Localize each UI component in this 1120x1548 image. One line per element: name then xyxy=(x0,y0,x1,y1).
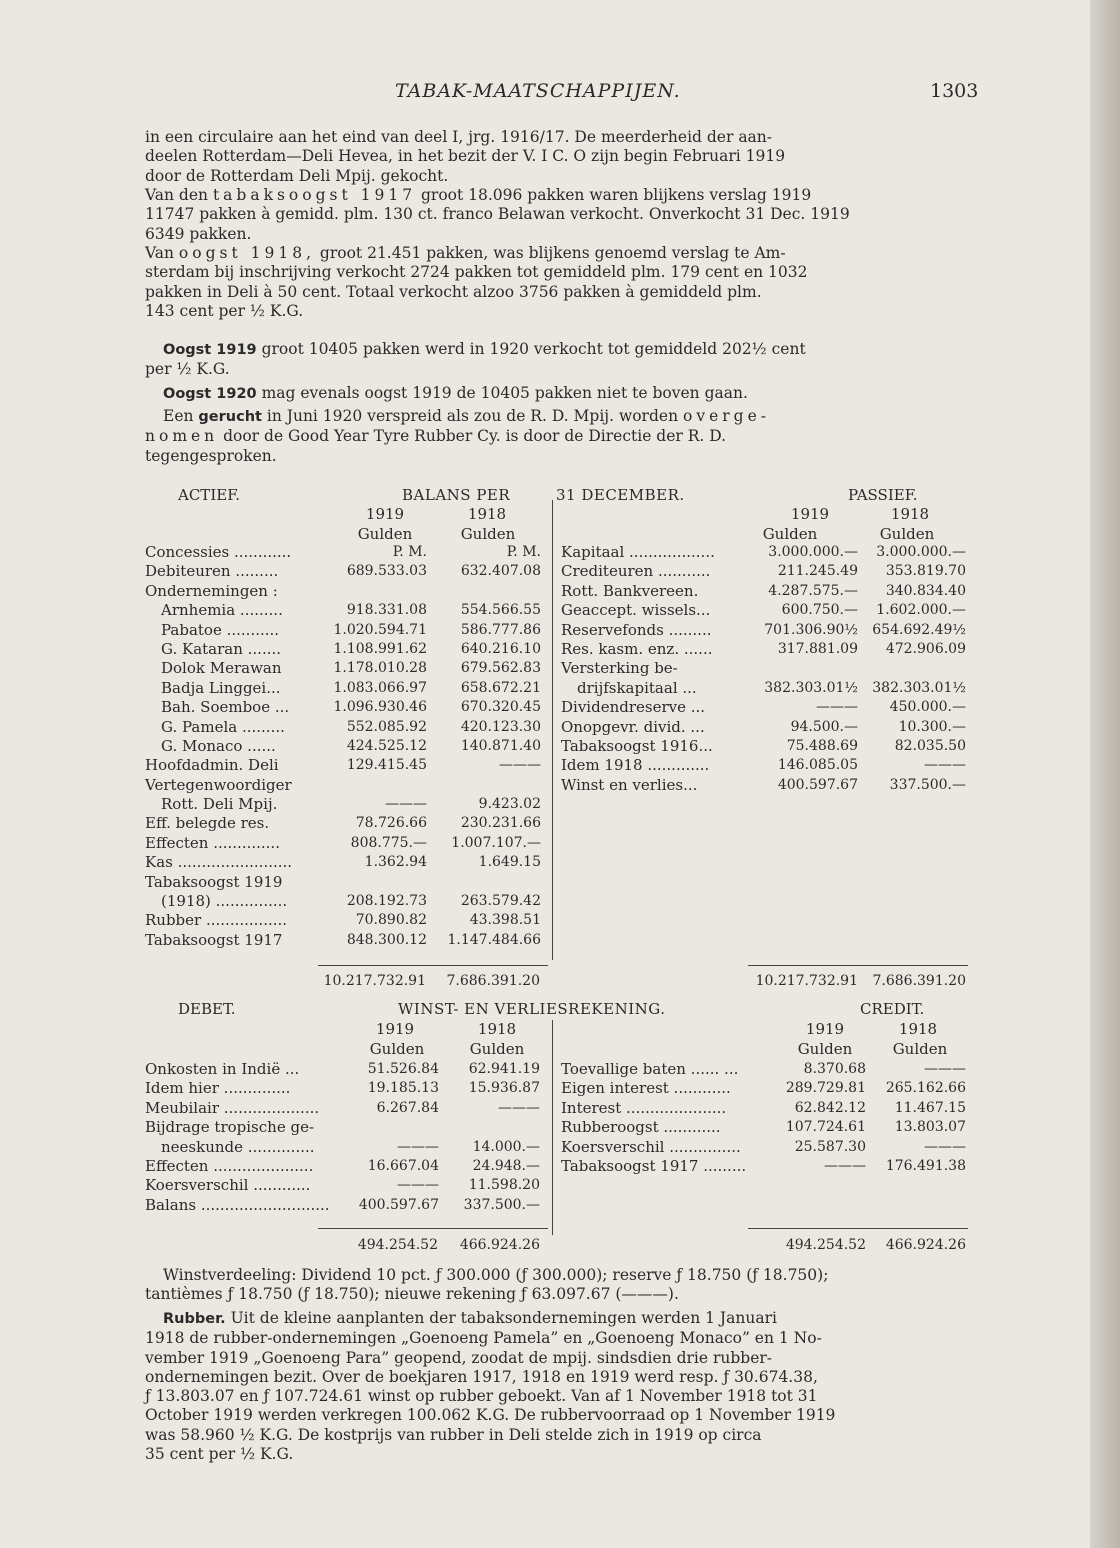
table-cell: 6.267.84 xyxy=(376,1099,439,1116)
table-row-label: Dolok Merawan xyxy=(161,659,282,678)
balance-total-1919: 10.217.732.91 xyxy=(323,973,426,989)
table-cell: 1.020.594.71 xyxy=(333,621,427,638)
table-cell: ——— xyxy=(397,1138,439,1155)
pl-total-1918: 466.924.26 xyxy=(459,1237,540,1253)
table-cell: 11.467.15 xyxy=(894,1099,966,1116)
running-title: TABAK-MAATSCHAPPIJEN. xyxy=(395,80,681,102)
table-cell: 701.306.90½ xyxy=(764,621,858,638)
table-row-label: Idem 1918 ............. xyxy=(561,756,710,775)
spaced-text: nomen xyxy=(145,427,219,446)
table-cell: 400.597.67 xyxy=(358,1196,439,1213)
col-unit: Gulden xyxy=(762,525,818,543)
table-row-label: Vertegenwoordiger xyxy=(145,775,292,794)
col-year: 1919 xyxy=(375,1020,415,1038)
paragraph-gerucht xyxy=(145,407,977,466)
text-line: 11747 pakken à gemidd. plm. 130 ct. franco Belawan verkocht. Onverkocht 31 Dec. 1919 xyxy=(145,205,850,224)
debet-heading: DEBET. xyxy=(178,1000,236,1018)
table-cell: 808.775.— xyxy=(350,834,427,851)
table-cell: 1.007.107.— xyxy=(451,834,541,851)
pl-right-labels xyxy=(561,1060,791,1176)
text-line: 6349 pakken. xyxy=(145,224,252,243)
spaced-text: overge- xyxy=(682,407,770,425)
table-cell: 25.587.30 xyxy=(794,1138,866,1155)
table-cell: 140.871.40 xyxy=(460,737,541,754)
table-row-label: Tabaksoogst 1919 xyxy=(145,872,283,891)
table-row-label: Pabatoe ........... xyxy=(161,620,280,639)
text-line: ondernemingen bezit. Over de boekjaren 1917, 1918 en 1919 werd resp. ƒ 30.674.38, xyxy=(145,1367,818,1386)
table-cell: 424.525.12 xyxy=(346,737,427,754)
text-line: door de Rotterdam Deli Mpij. gekocht. xyxy=(145,166,449,185)
pl-right-1919 xyxy=(766,1060,866,1176)
balance-total-1918-right: 7.686.391.20 xyxy=(872,973,966,989)
table-cell: 3.000.000.— xyxy=(876,544,966,560)
table-cell: 15.936.87 xyxy=(468,1080,540,1097)
passief-heading: PASSIEF. xyxy=(848,486,918,504)
balance-right-1918 xyxy=(862,543,966,795)
table-row-label: Geaccept. wissels... xyxy=(561,601,711,620)
text-line: in een circulaire aan het eind van deel I, jrg. 1916/17. De meerderheid der aan- xyxy=(145,128,773,146)
table-cell: 1.602.000.— xyxy=(876,602,966,619)
table-cell: 382.303.01½ xyxy=(872,679,966,696)
text-line: per ½ K.G. xyxy=(145,360,230,379)
table-row-label: Kas ........................ xyxy=(145,853,293,872)
col-year: 1919 xyxy=(790,505,830,523)
table-cell: 554.566.55 xyxy=(460,602,541,619)
text-line: Winstverdeeling: Dividend 10 pct. ƒ 300.000 (ƒ 300.000); reserve ƒ 18.750 (ƒ 18.750); xyxy=(163,1266,829,1284)
text-run: groot 10405 pakken werd in 1920 verkocht tot gemiddeld 202½ cent xyxy=(256,340,806,358)
table-row-label: Versterking be- xyxy=(561,659,678,678)
bold-heading: Oogst 1920 xyxy=(163,386,257,402)
credit-heading: CREDIT. xyxy=(860,1000,925,1018)
table-cell: 1.083.066.97 xyxy=(333,679,427,696)
table-row-label: Effecten .............. xyxy=(145,833,280,852)
total-rule xyxy=(318,1228,548,1229)
table-cell: 265.162.66 xyxy=(885,1080,966,1097)
table-cell xyxy=(325,582,427,601)
table-cell: 14.000.— xyxy=(472,1138,540,1155)
table-cell: 340.834.40 xyxy=(885,582,966,599)
text-line: October 1919 werden verkregen 100.062 K.G. De rubbervoorraad op 1 November 1919 xyxy=(145,1406,836,1425)
table-cell: ——— xyxy=(924,757,966,774)
table-cell xyxy=(325,873,427,892)
paragraph-winstverdeeling xyxy=(145,1266,977,1305)
table-row-label: Toevallige baten ...... ... xyxy=(561,1060,739,1078)
text-line: 1918 de rubber-ondernemingen „Goenoeng Pamela” en „Goenoeng Monaco” en 1 No- xyxy=(145,1329,822,1348)
table-row-label: Koersverschil ............... xyxy=(561,1137,741,1156)
bold-heading: Oogst 1919 xyxy=(163,342,257,358)
text-line: pakken in Deli à 50 cent. Totaal verkocht alzoo 3756 pakken à gemiddeld plm. xyxy=(145,282,762,301)
table-row-label: G. Monaco ...... xyxy=(161,736,276,755)
text-line: tantièmes ƒ 18.750 (ƒ 18.750); nieuwe rekening ƒ 63.097.67 (———). xyxy=(145,1285,679,1304)
balance-total-1919-right: 10.217.732.91 xyxy=(755,973,858,989)
col-year: 1919 xyxy=(365,505,405,523)
intro-paragraph xyxy=(145,128,977,186)
table-cell: 94.500.— xyxy=(790,718,858,735)
table-cell: 3.000.000.— xyxy=(768,544,858,560)
table-cell: 43.398.51 xyxy=(469,912,541,929)
balance-left-1918 xyxy=(437,543,541,950)
table-cell: 1.178.010.28 xyxy=(333,660,427,677)
balance-left-labels xyxy=(145,543,325,950)
table-row-label: Hoofdadmin. Deli xyxy=(145,756,279,775)
table-cell: 420.123.30 xyxy=(460,718,541,735)
table-cell: 16.667.04 xyxy=(367,1157,439,1174)
text-line: vember 1919 „Goenoeng Para” geopend, zoodat de mpij. sindsdien drie rubber- xyxy=(145,1348,773,1367)
table-row-label: Tabaksoogst 1917 ......... xyxy=(561,1156,747,1175)
table-cell xyxy=(437,776,541,795)
table-cell: P. M. xyxy=(392,544,427,560)
table-cell: 658.672.21 xyxy=(460,679,541,696)
table-cell: 632.407.08 xyxy=(460,563,541,580)
table-cell: 70.890.82 xyxy=(355,912,427,929)
pl-left-1919 xyxy=(335,1060,439,1215)
table-cell: 450.000.— xyxy=(889,699,966,716)
actief-heading: ACTIEF. xyxy=(178,486,241,504)
col-unit: Gulden xyxy=(879,525,935,543)
table-row-label: Effecten ..................... xyxy=(145,1156,314,1175)
table-row-label: Winst en verlies... xyxy=(561,775,698,794)
table-cell: 337.500.— xyxy=(463,1196,540,1213)
table-cell: 78.726.66 xyxy=(355,815,427,832)
spaced-text: oogst 1918, xyxy=(178,244,315,262)
column-divider xyxy=(552,1020,553,1235)
table-cell: 211.245.49 xyxy=(777,563,858,580)
balance-right-1919 xyxy=(752,543,858,795)
paragraph-rubber xyxy=(145,1309,977,1464)
table-row-label: Rubber ................. xyxy=(145,911,288,930)
text-line: ƒ 13.803.07 en ƒ 107.724.61 winst op rubber geboekt. Van af 1 November 1918 tot 31 xyxy=(145,1387,818,1406)
col-unit: Gulden xyxy=(892,1040,948,1058)
table-row-label: Onopgevr. divid. ... xyxy=(561,717,705,736)
table-cell: 4.287.575.— xyxy=(768,582,858,599)
pl-total-1918-right: 466.924.26 xyxy=(885,1237,966,1253)
pl-left-labels xyxy=(145,1060,355,1215)
pl-right-1918 xyxy=(866,1060,966,1176)
table-cell: 10.300.— xyxy=(898,718,966,735)
table-row-label: drijfskapitaal ... xyxy=(577,678,697,697)
table-cell: 689.533.03 xyxy=(346,563,427,580)
pl-total-1919: 494.254.52 xyxy=(357,1237,438,1253)
table-cell: 19.185.13 xyxy=(367,1080,439,1097)
text-run: Van xyxy=(145,244,179,262)
table-cell: 600.750.— xyxy=(781,602,858,619)
table-cell: ——— xyxy=(816,699,858,716)
text-run: door de Good Year Tyre Rubber Cy. is door de Directie der R. D. xyxy=(218,427,727,446)
total-rule xyxy=(748,965,968,966)
table-cell: ——— xyxy=(498,1099,540,1116)
table-cell: 75.488.69 xyxy=(786,737,858,754)
table-row-label: Koersverschil ............ xyxy=(145,1176,311,1195)
table-cell: 317.881.09 xyxy=(777,640,858,657)
table-cell: 263.579.42 xyxy=(460,893,541,910)
table-row-label: Rott. Bankvereen. xyxy=(561,581,699,600)
text-line: sterdam bij inschrijving verkocht 2724 pakken tot gemiddeld plm. 179 cent en 1032 xyxy=(145,263,808,282)
table-cell: 62.842.12 xyxy=(794,1099,866,1116)
table-cell: 337.500.— xyxy=(889,776,966,793)
table-cell: 586.777.86 xyxy=(460,621,541,638)
text-run: Uit de kleine aanplanten der tabaksondernemingen werden 1 Januari xyxy=(225,1309,777,1327)
paragraph-oogst-1919 xyxy=(145,340,977,380)
table-cell: ——— xyxy=(924,1138,966,1155)
table-row-label: (1918) ............... xyxy=(161,892,288,911)
text-line: was 58.960 ½ K.G. De kostprijs van rubber in Deli stelde zich in 1919 op circa xyxy=(145,1425,762,1444)
table-row-label: Eigen interest ............ xyxy=(561,1079,731,1098)
text-run: Van den xyxy=(145,186,213,204)
col-unit: Gulden xyxy=(469,1040,525,1058)
table-cell: 208.192.73 xyxy=(346,893,427,910)
table-row-label: Tabaksoogst 1916... xyxy=(561,736,713,755)
paragraph-oogst-1917 xyxy=(145,186,977,244)
table-cell: 654.692.49½ xyxy=(872,621,966,638)
table-cell: 51.526.84 xyxy=(367,1061,439,1077)
table-cell: 24.948.— xyxy=(472,1157,540,1174)
col-unit: Gulden xyxy=(797,1040,853,1058)
table-row-label: Eff. belegde res. xyxy=(145,814,270,833)
table-cell: ——— xyxy=(924,1061,966,1077)
col-year: 1918 xyxy=(477,1020,517,1038)
table-cell: 289.729.81 xyxy=(785,1080,866,1097)
table-row-label: Debiteuren ......... xyxy=(145,562,279,581)
table-cell: 230.231.66 xyxy=(460,815,541,832)
table-cell: P. M. xyxy=(506,544,541,560)
table-cell: 679.562.83 xyxy=(460,660,541,677)
table-cell: 82.035.50 xyxy=(894,737,966,754)
table-cell: 1.362.94 xyxy=(364,854,427,871)
balance-title-left: BALANS PER xyxy=(402,486,511,504)
total-rule xyxy=(748,1228,968,1229)
table-row-label: Bah. Soemboe ... xyxy=(161,698,290,717)
table-cell: 1.108.991.62 xyxy=(333,640,427,657)
table-row-label: Rubberoogst ............ xyxy=(561,1118,721,1137)
table-cell: 1.147.484.66 xyxy=(447,931,541,948)
table-cell: 13.803.07 xyxy=(894,1119,966,1136)
table-cell xyxy=(440,1118,540,1137)
table-row-label: Reservefonds ......... xyxy=(561,620,712,639)
table-cell: 1.096.930.46 xyxy=(333,699,427,716)
table-cell: 129.415.45 xyxy=(346,757,427,774)
table-cell xyxy=(335,1118,439,1137)
table-row-label: G. Kataran ....... xyxy=(161,639,282,658)
balance-right-labels xyxy=(561,543,751,795)
table-cell: ——— xyxy=(385,796,427,813)
table-row-label: Dividendreserve ... xyxy=(561,698,706,717)
text-run: mag evenals oogst 1919 de 10405 pakken niet te boven gaan. xyxy=(256,384,748,402)
page-number: 1303 xyxy=(930,80,979,102)
table-cell: ——— xyxy=(397,1177,439,1194)
table-cell: 918.331.08 xyxy=(346,602,427,619)
table-cell xyxy=(325,776,427,795)
paragraph-oogst-1918 xyxy=(145,244,977,321)
balance-total-1918: 7.686.391.20 xyxy=(446,973,540,989)
table-cell xyxy=(752,659,858,678)
col-year: 1918 xyxy=(467,505,507,523)
table-cell: 353.819.70 xyxy=(885,563,966,580)
table-row-label: Interest ..................... xyxy=(561,1098,727,1117)
text-line: deelen Rotterdam—Deli Hevea, in het bezit der V. I C. O zijn begin Februari 1919 xyxy=(145,147,786,166)
table-cell xyxy=(862,659,966,678)
table-row-label: Idem hier .............. xyxy=(145,1079,291,1098)
col-unit: Gulden xyxy=(369,1040,425,1058)
table-cell: ——— xyxy=(499,757,541,774)
table-row-label: Tabaksoogst 1917 xyxy=(145,930,283,949)
table-row-label: Onkosten in Indië ... xyxy=(145,1060,300,1078)
bold-heading: gerucht xyxy=(198,409,262,425)
pl-total-1919-right: 494.254.52 xyxy=(785,1237,866,1253)
table-cell xyxy=(437,873,541,892)
text-run: Een xyxy=(163,407,199,425)
table-cell xyxy=(437,582,541,601)
text-line: 143 cent per ½ K.G. xyxy=(145,301,304,320)
table-row-label: Kapitaal .................. xyxy=(561,543,715,561)
table-cell: 670.320.45 xyxy=(460,699,541,716)
col-year: 1918 xyxy=(898,1020,938,1038)
table-cell: 176.491.38 xyxy=(885,1157,966,1174)
balance-left-1919 xyxy=(325,543,427,950)
bold-heading: Rubber. xyxy=(163,1311,226,1327)
table-row-label: Crediteuren ........... xyxy=(561,562,711,581)
col-year: 1918 xyxy=(890,505,930,523)
table-row-label: Arnhemia ......... xyxy=(161,601,283,620)
paragraph-oogst-1920 xyxy=(145,384,977,404)
text-run: groot 21.451 pakken, was blijkens genoemd verslag te Am- xyxy=(315,244,786,262)
total-rule xyxy=(318,965,548,966)
table-row-label: Meubilair .................... xyxy=(145,1098,320,1117)
col-year: 1919 xyxy=(805,1020,845,1038)
table-cell: 11.598.20 xyxy=(468,1177,540,1194)
table-cell: 472.906.09 xyxy=(885,640,966,657)
col-unit: Gulden xyxy=(357,525,413,543)
table-row-label: Concessies ............ xyxy=(145,543,292,561)
table-cell: ——— xyxy=(824,1157,866,1174)
table-cell: 1.649.15 xyxy=(478,854,541,871)
spaced-text: tabaksoogst 1917 xyxy=(212,186,417,204)
pl-left-1918 xyxy=(440,1060,540,1215)
table-cell: 107.724.61 xyxy=(785,1119,866,1136)
pl-title: WINST- EN VERLIESREKENING. xyxy=(398,1000,666,1018)
table-row-label: G. Pamela ......... xyxy=(161,717,285,736)
table-row-label: Res. kasm. enz. ...... xyxy=(561,639,713,658)
table-cell: 400.597.67 xyxy=(777,776,858,793)
text-run: groot 18.096 pakken waren blijkens verslag 1919 xyxy=(416,186,812,204)
table-cell: 62.941.19 xyxy=(468,1061,540,1077)
table-cell: 552.085.92 xyxy=(346,718,427,735)
table-row-label: Rott. Deli Mpij. xyxy=(161,795,278,814)
table-cell: 8.370.68 xyxy=(803,1061,866,1077)
table-cell: 146.085.05 xyxy=(777,757,858,774)
table-row-label: Badja Linggei... xyxy=(161,678,281,697)
table-cell: 640.216.10 xyxy=(460,640,541,657)
table-cell: 9.423.02 xyxy=(478,796,541,813)
text-line: 35 cent per ½ K.G. xyxy=(145,1445,294,1464)
balance-title-right: 31 DECEMBER. xyxy=(556,486,685,504)
text-line: tegengesproken. xyxy=(145,446,277,465)
page-gutter xyxy=(1090,0,1120,1548)
col-unit: Gulden xyxy=(460,525,516,543)
table-cell: 382.303.01½ xyxy=(764,679,858,696)
table-row-label: Ondernemingen : xyxy=(145,581,278,600)
column-divider xyxy=(552,500,553,960)
table-cell: 848.300.12 xyxy=(346,931,427,948)
table-row-label: Balans ........................... xyxy=(145,1195,330,1214)
table-row-label: neeskunde .............. xyxy=(161,1137,315,1156)
table-row-label: Bijdrage tropische ge- xyxy=(145,1118,315,1137)
text-run: in Juni 1920 verspreid als zou de R. D. Mpij. worden xyxy=(261,407,683,425)
